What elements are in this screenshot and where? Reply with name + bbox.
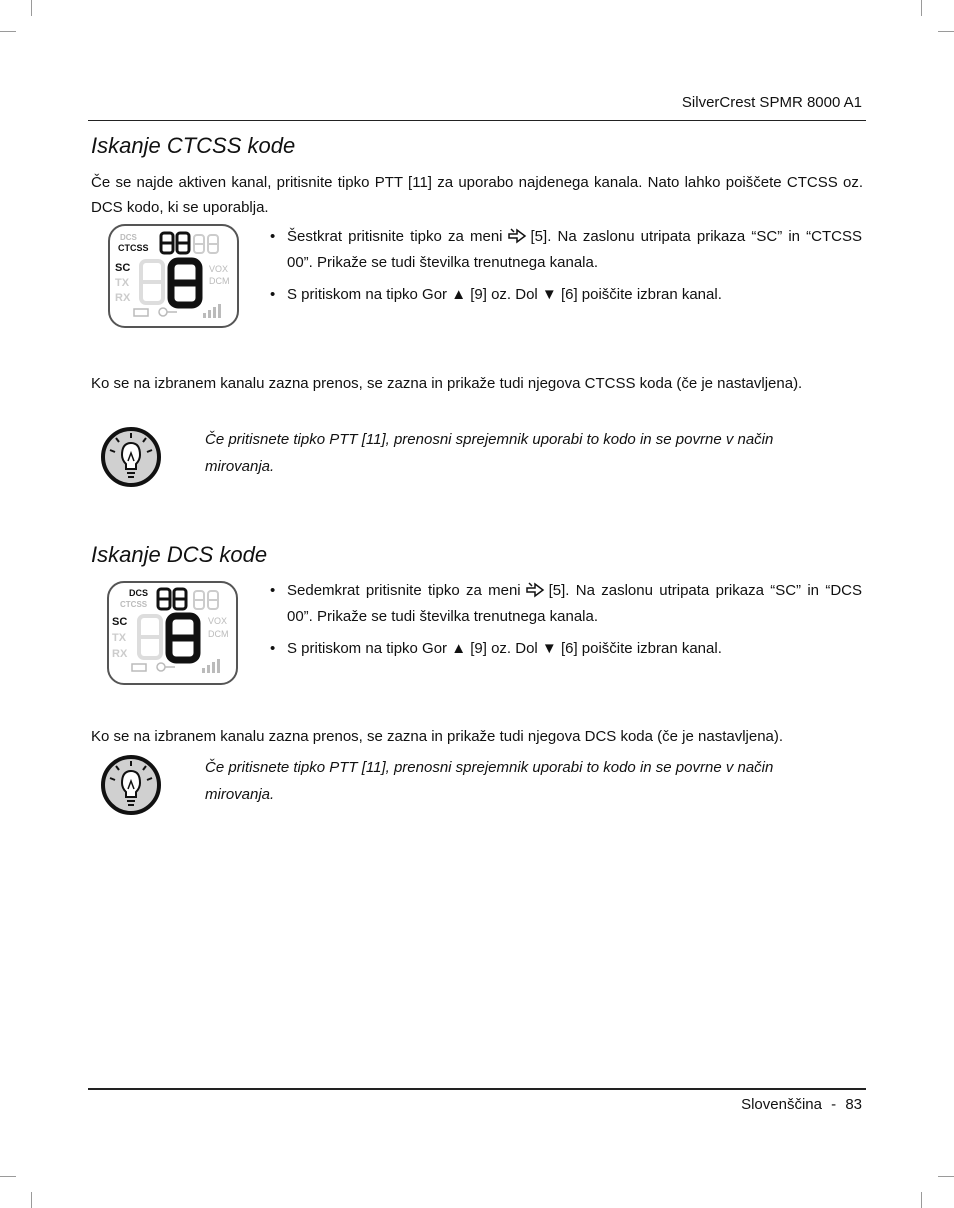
menu-arrow-icon xyxy=(525,582,545,598)
list-item: • S pritiskom na tipko Gor ▲ [9] oz. Dol ▼ [6] poiščite izbran kanal. xyxy=(270,282,862,308)
header-rule xyxy=(88,120,866,121)
header-title: SilverCrest SPMR 8000 A1 xyxy=(681,94,862,111)
lcd-ctcss-label: CTCSS xyxy=(118,243,149,253)
ctcss-bullet-list xyxy=(270,224,862,308)
crop-mark xyxy=(0,31,16,32)
list-item: • S pritiskom na tipko Gor ▲ [9] oz. Dol ▼ [6] poiščite izbran kanal. xyxy=(270,636,862,662)
lcd-sc-label: SC xyxy=(115,262,131,274)
crop-mark xyxy=(31,0,32,16)
page-footer xyxy=(741,1096,862,1113)
footer-separator: - xyxy=(831,1096,837,1113)
lightbulb-tip-icon xyxy=(100,425,162,488)
lcd-display-illustration xyxy=(107,223,240,329)
crop-mark xyxy=(921,0,922,16)
crop-mark xyxy=(31,1192,32,1208)
lcd-dcs-label: DCS xyxy=(129,588,149,598)
lcd-rx-label: RX xyxy=(115,292,131,304)
dcs-after-paragraph: Ko se na izbranem kanalu zazna prenos, se zazna in prikaže tudi njegova DCS koda (če je nastavljena). xyxy=(91,728,784,745)
section-title-dcs: Iskanje DCS kode xyxy=(91,542,268,567)
ctcss-after-paragraph: Ko se na izbranem kanalu zazna prenos, se zazna in prikaže tudi njegova CTCSS koda (če je nastavljena). xyxy=(91,375,803,392)
menu-arrow-icon xyxy=(507,228,527,244)
crop-mark xyxy=(921,1192,922,1208)
crop-mark xyxy=(0,1176,16,1177)
footer-language: Slovenščina xyxy=(741,1096,822,1113)
bullet-text: [5]. Na zaslonu utripata prikaza “SC” in “CTCSS 00”. Prikaže se tudi številka trenutnega kanala. xyxy=(287,228,862,271)
list-item xyxy=(270,578,862,630)
section-title-ctcss: Iskanje CTCSS kode xyxy=(91,133,296,158)
dcs-tip-text: Če pritisnete tipko PTT [11], prenosni sprejemnik uporabi to kodo in se povrne v način mirovanja. xyxy=(205,759,774,803)
crop-mark xyxy=(938,31,954,32)
footer-rule xyxy=(88,1088,866,1090)
dcs-bullet-list xyxy=(270,578,862,662)
bullet-text: Sedemkrat pritisnite tipko za meni xyxy=(287,582,521,599)
lcd-dcm-label: DCM xyxy=(208,629,229,639)
bullet-text: Šestkrat pritisnite tipko za meni xyxy=(287,228,503,245)
lightbulb-tip-icon xyxy=(100,753,162,816)
bullet-text: [5]. Na zaslonu utripata prikaza “SC” in “DCS 00”. Prikaže se tudi številka trenutnega kanala. xyxy=(287,582,862,625)
ctcss-tip-text: Če pritisnete tipko PTT [11], prenosni sprejemnik uporabi to kodo in se povrne v način mirovanja. xyxy=(205,431,774,475)
page-number: 83 xyxy=(845,1096,862,1113)
lcd-tx-label: TX xyxy=(112,632,127,644)
lcd-dcs-label: DCS xyxy=(120,233,137,242)
ctcss-intro-paragraph: Če se najde aktiven kanal, pritisnite tipko PTT [11] za uporabo najdenega kanala. Nato lahko poiščete CTCSS oz. DCS kodo, ki se uporablja. xyxy=(91,174,863,216)
lcd-dcm-label: DCM xyxy=(209,276,230,286)
lcd-tx-label: TX xyxy=(115,277,130,289)
lcd-rx-label: RX xyxy=(112,648,128,660)
lcd-vox-label: VOX xyxy=(209,264,229,274)
list-item xyxy=(270,224,862,276)
lcd-ctcss-label: CTCSS xyxy=(120,600,148,609)
lcd-display-illustration xyxy=(106,580,239,686)
lcd-sc-label: SC xyxy=(112,616,128,628)
crop-mark xyxy=(938,1176,954,1177)
lcd-vox-label: VOX xyxy=(208,616,228,626)
